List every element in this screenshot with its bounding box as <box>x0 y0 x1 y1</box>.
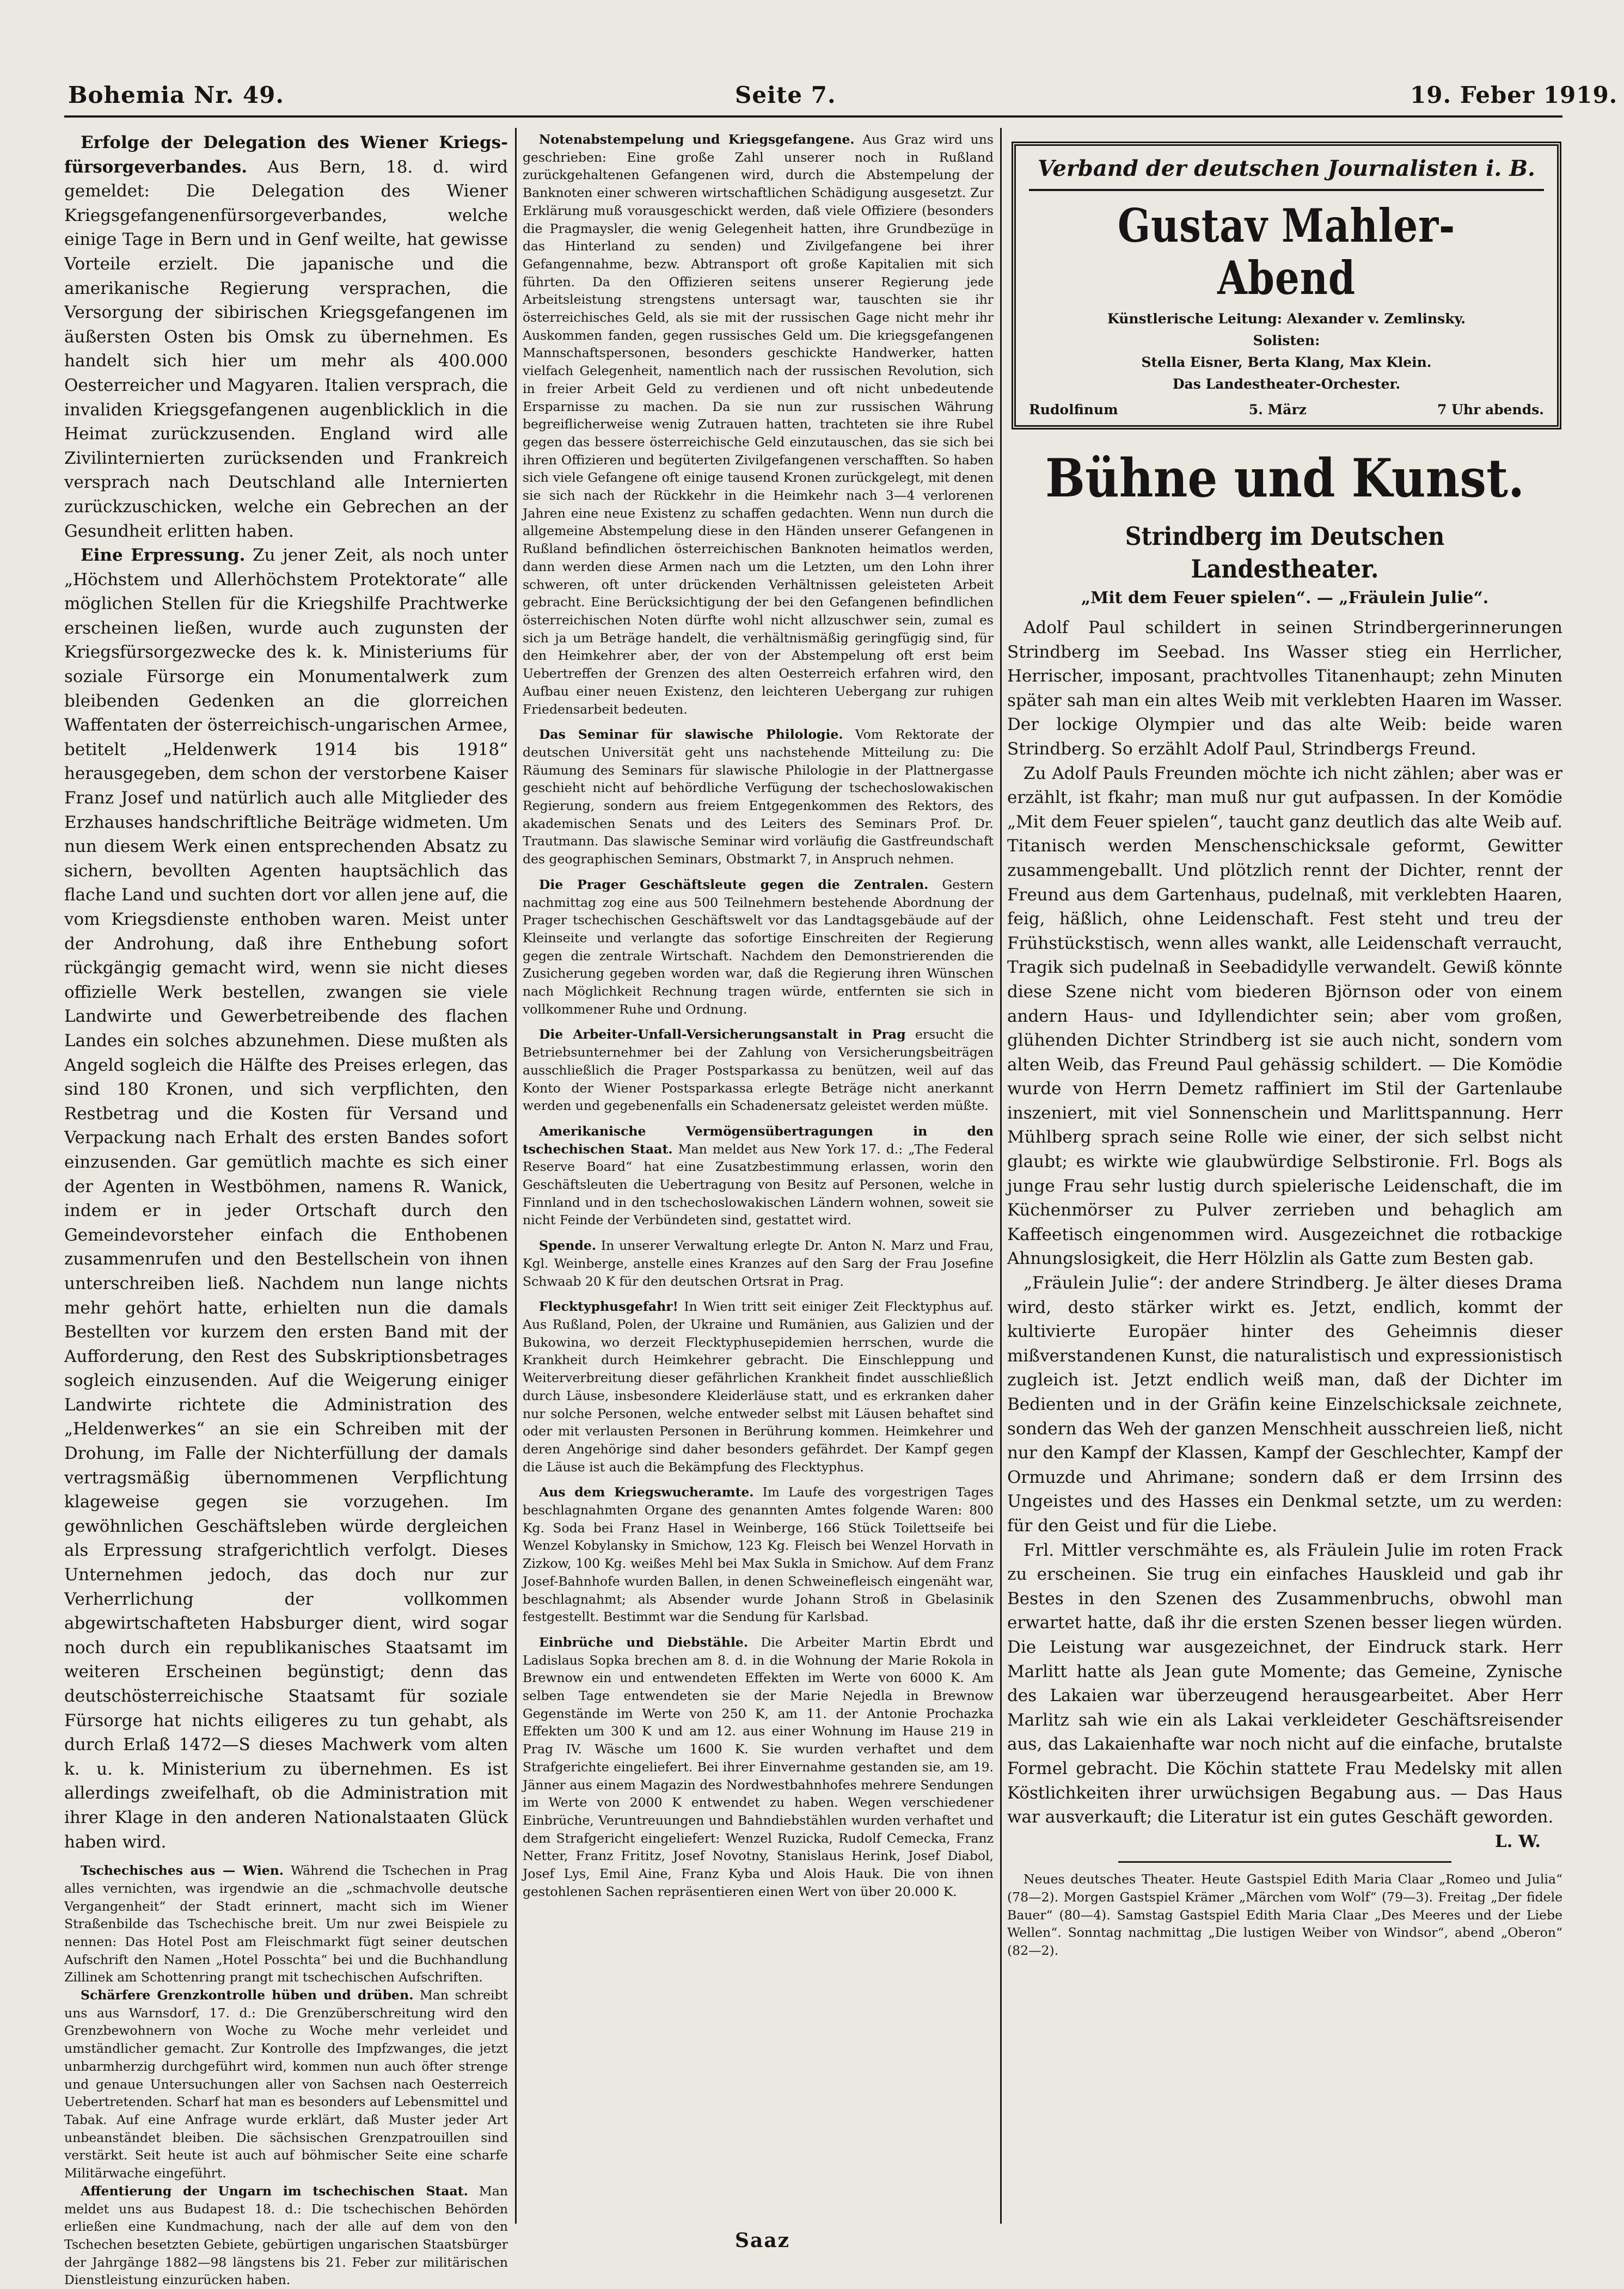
section-subheading: Strindberg im Deutschen Landestheater. <box>1125 521 1445 584</box>
article-headline: Amerikanische Vermögensübertragungen in den tschechischen Staat. <box>523 1123 994 1157</box>
article-delegation <box>64 131 508 543</box>
ad-organizer: Verband der deutschen Journalisten i. B. <box>1029 156 1544 191</box>
article-headline: Das Seminar für slawische Philologie. <box>539 727 843 742</box>
section-heading: Bühne und Kunst. <box>1045 447 1525 509</box>
article-body: Gestern nachmittag zog eine aus 500 Teilnehmern bestehende Abordnung der Prager tschechischen Geschäftswelt vor das Landtagsgebäude auf der Kleinseite und verlangte das sofortige Einschreiten der Regierung gegen die zentrale Wirtschaft. Nachdem den Demonstrierenden die Zusicherung gegeben worden war, daß die Regierung ihren Wünschen nach Möglichkeit Rechnung tragen würde, entfernten sie sich in vollkommener Ruhe und Ordnung. <box>523 876 994 1017</box>
header-issue: Bohemia Nr. 49. <box>68 82 284 108</box>
article-body: In Wien tritt seit einiger Zeit Flecktyphus auf. Aus Rußland, Polen, der Ukraine und Rumänien, aus Galizien und der Bukowina, wo derzeit Flecktyphusepidemien herrschen, wurde die Krankheit durch Heimkehrer gebracht. Die Einschleppung und Weiterverbreitung dieser gefährlichen Krankheit findet ausschließlich durch Läuse, insbesondere Kleiderläuse statt, und es erkranken daher nur solche Personen, welche entweder selbst mit Läusen behaftet sind oder mit verlausten Personen in Berührung kommen. Heimkehrer und deren Angehörige sind daher besonders gefährdet. Der Kampf gegen die Läuse ist auch die Bekämpfung des Flecktyphus. <box>523 1299 994 1475</box>
theater-notice: Neues deutsches Theater. Heute Gastspiel Edith Maria Claar „Romeo und Julia“ (78—2). Morgen Gastspiel Krämer „Märchen vom Wolf“ (79—3). Freitag „Der fidele Bauer“ (80—4). Samstag Gastspiel Edith Maria Claar „Des Meeres und der Liebe Wellen“. Sonntag nachmittag „Die lustigen Weiber von Windsor“, abend „Oberon“ (82—2). <box>1007 1871 1562 1959</box>
article-typhus <box>523 1298 994 1476</box>
ad-venue: Rudolfinum <box>1029 402 1118 418</box>
article-body: Man meldet aus New York 17. d.: „The Federal Reserve Board“ hat eine Zusatzbestimmung erlassen, worin den Geschäftsleuten die Uebertragung von Besitz auf Personen, welche in Finnland und in den tschechoslowakischen Ländern wohnen, soweit sie nicht Feinde der Verbündeten sind, gestattet wird. <box>523 1141 994 1228</box>
section-plays: „Mit dem Feuer spielen“. — „Fräulein Julie“. <box>1081 588 1489 607</box>
article-headline: Notenabstempelung und Kriegsgefangene. <box>539 132 855 147</box>
review-paragraph: Zu Adolf Pauls Freunden möchte ich nicht zählen; aber was er erzählt, ist fkahr; man muß nur gut aufpassen. In der Komödie „Mit dem Feuer spielen“, taucht ganz deutlich das alte Weib auf. Titanisch werden Menschenschicksale geformt, Gewitter zusammengeballt. Und plötzlich rennt der Dichter, rennt der Freund aus dem Gartenhaus, pudelnaß, mit verklebten Haaren, feig, häßlich, ohne Leidenschaft. Fest steht und treu der Frühstückstisch, wenn alles wankt, alle Leidenschaft verraucht, Tragik sich pudelnaß in Seebadidylle verwandelt. Gewiß könnte diese Szene nicht vom biederen Björnson oder von einem andern Haus- und Idyllendichter sein; aber vom großen, glühenden Dichter Strindberg ist sie auch nicht, sondern vom alten Weib, das Freund Paul gehässig schildert. — Die Komödie wurde von Herrn Demetz raffiniert im Stil der Gartenlaube inszeniert, mit viel Sonnenschein und Marlittspannung. Herr Mühlberg sprach seine Rolle wie einer, der sich selbst nicht glaubt; es wirkte wie glaubwürdige Selbstironie. Frl. Bogs als junge Frau sehr lustig durch spielerische Leidenschaft, die im Küchenmörser zu Pulver zerrieben und behaglich am Kaffeetisch eingenommen wird. Ausgezeichnet die rotbackige Ahnungslosigkeit, die Herr Hölzlin als Gatte zum Besten gab. <box>1007 763 1562 1269</box>
review-paragraph: „Fräulein Julie“: der andere Strindberg. Je älter dieses Drama wird, desto stärker wirkt es. Jetzt, endlich, kommt der kultivierte Europäer hinter des Geheimnis dieser mißverstandenen Kunst, die naturalistisch und expressionistisch zugleich ist. Jetzt endlich weiß man, daß der Dichter im Bedienten und in der Gräfin keine Einzelschicksale zeichnete, sondern das Weh der ganzen Menschheit ausschreien ließ, nicht nur den Kampf der Klassen, Kampf der Geschlechter, Kampf der Ormuzde und Ahrimane; sondern daß er dem Irrsinn des Ungeistes und des Hasses ein Denkmal setzte, um zu werden: für den Geist und für die Liebe. <box>1007 1273 1562 1536</box>
article-body: Aus Graz wird uns geschrieben: Eine große Zahl unserer noch in Rußland zurückgehaltenen Gefangenen wird, durch die Abstempelung der Banknoten einer schweren wirtschaftlichen Schädigung ausgesetzt. Zur Erklärung muß vorausgeschickt werden, daß viele Offiziere (besonders die Pragmaysler, die wenig Gelegenheit hatten, ihre Grundbezüge in das Hinterland zu senden) und Zivilgefangene bei ihrer Gefangennahme, bezw. Abtransport oft große Kapitalien mit sich führten. Da den Offizieren seitens unserer Regierung jede Arbeitsleistung strengstens untersagt war, tauschten sie ihr österreichisches Geld, als sie mit der russischen Gage nicht mehr ihr Auskommen fanden, gegen russisches Geld um. Die kriegsgefangenen Mannschaftspersonen, besonders geschickte Handwerker, hatten vielfach Gelegenheit, namentlich nach der russischen Revolution, sich in freier Arbeit Geld zu verdienen und oft nicht unbedeutende Ersparnisse zu machen. Da sie nun zur russischen Währung begreiflicherweise wenig Zutrauen hatten, trachteten sie ihre Rubel gegen das bessere österreichische Geld einzutauschen, das sie sich bei ihren Offizieren und begüterten Zivilgefangenen verschafften. So haben sich viele Gefangene oft einige tausend Kronen zurückgelegt, mit denen sie sich nach der Rückkehr in die Heimkehr nach 3—4 verlorenen Jahren eine neue Existenz zu schaffen gedachten. Wenn nun durch die allgemeine Abstempelung diese in den Händen unserer Gefangenen in Rußland befindlichen österreichischen Banknoten heimatlos werden, dann werden diese Armen nach um die Letzten, um den Lohn ihrer schweren, oft unter drückenden Verhältnissen geleisteten Arbeit gebracht. Eine Berücksichtigung der bei den Gefangenen befindlichen österreichischen Noten dürfte wohl nicht allzuschwer sein, zumal es sich ja um Beträge handelt, die verhältnismäßig geringfügig sind, für den Heimkehrer aber, der von der Abstempelung oft erst beim Uebertreffen der Grenzen des alten Oesterreich erfahren wird, den Aufbau einer neuen Existenz, den leichteren Uebergang zur ruhigen Friedensarbeit bedeuten. <box>523 132 994 717</box>
article-body: Während die Tschechen in Prag alles vernichten, was irgendwie an die „schmachvolle deutsche Vergangenheit“ der Stadt erinnert, macht sich im Wiener Straßenbilde das Tschechische breit. Um nur zwei Beispiele zu nennen: Das Hotel Post am Fleischmarkt fügt seiner deutschen Aufschrift den Namen „Hotel Posschta“ bei und die Buchhandlung Zillinek am Schottenring prangt mit tschechischen Aufschriften. <box>64 1863 508 1985</box>
ad-date: 5. März <box>1248 402 1307 418</box>
concert-advertisement <box>1012 142 1561 429</box>
column-middle <box>523 131 994 2226</box>
header-rule <box>64 115 1562 118</box>
header-page-number: Seite 7. <box>735 82 836 108</box>
article-czech-vienna <box>64 1862 508 1986</box>
ad-orchestra: Das Landestheater-Orchester. <box>1172 376 1401 392</box>
ad-venue-row <box>1029 402 1544 418</box>
article-donation <box>523 1237 994 1290</box>
ad-direction: Künstlerische Leitung: Alexander v. Zemlinsky. <box>1107 311 1466 327</box>
footer-mark: Saaz <box>735 2229 790 2252</box>
column-right <box>1007 131 1562 2036</box>
article-headline: Erfolge der Delegation des Wiener Kriegsfürsorgeverbandes. <box>64 133 508 177</box>
column-rule-2 <box>1000 128 1002 2224</box>
article-hungarians <box>64 2182 508 2289</box>
ad-soloists: Stella Eisner, Berta Klang, Max Klein. <box>1141 354 1432 370</box>
ad-soloists-label: Solisten: <box>1253 333 1320 348</box>
ad-title: Gustav Mahler-Abend <box>1117 199 1456 305</box>
column-left <box>64 131 508 2288</box>
article-body: Zu jener Zeit, als noch unter „Höchstem und Allerhöchstem Protektorate“ alle möglichen Stellen für die Kriegshilfe Prachtwerke erscheinen ließen, wurde auch zugunsten der Kriegsfürsorgezwecke des k. k. Ministeriums für soziale Fürsorge ein Monumentalwerk zum bleibenden Gedenken an die glorreichen Waffentaten der österreichisch-ungarischen Armee, betitelt „Heldenwerk 1914 bis 1918“ herausgegeben, dem schon der verstorbene Kaiser Franz Josef und natürlich auch alle Mitglieder des Erzhauses handschriftliche Beiträge widmeten. Um nun diesem Werk einen entsprechenden Absatz zu sichern, bevollten Agenten hauptsächlich das flache Land und suchten dort vor allen jene auf, die vom Kriegsdienste enthoben waren. Meist unter der Androhung, daß ihre Enthebung sofort rückgängig gemacht wird, wenn sie nicht dieses offizielle Werk bestellen, zwangen sie viele Landwirte und Gewerbetreibende des flachen Landes ein solches abzunehmen. Diese mußten als Angeld sogleich die Hälfte des Preises erlegen, das sind 180 Kronen, und sich verpflichten, den Restbetrag und die Kosten für Versand und Verpackung nach Erhalt des ersten Bandes sofort einzusenden. Gar gemütlich machte es sich einer der Agenten in Westböhmen, namens R. Wanick, indem er in jeder Ortschaft durch den Gemeindevorsteher einfach die Enthobenen zusammenrufen und den Bestellschein von ihnen unterschreiben ließ. Nachdem nun lange nichts mehr gehört hatte, erhielten nun die damals Bestellten vor kurzem den ersten Band mit der Aufforderung, den Rest des Subskriptionsbetrages sogleich einzusenden. Auf die Weigerung einiger Landwirte richtete die Administration des „Heldenwerkes“ an sie ein Schreiben mit der Drohung, im Falle der Nichterfüllung der damals vertragsmäßig übernommenen Verpflichtung klageweise gegen sie vorzugehen. Im gewöhnlichen Geschäftsleben würde dergleichen als Erpressung strafgerichtlich verfolgt. Dieses Unternehmen jedoch, das doch nur zur Verherrlichung der vollkommen abgewirtschafteten Habsburger dient, wird sogar noch durch ein republikanisches Staatsamt im weiteren Erscheinen begünstigt; denn das deutschösterreichische Staatsamt für soziale Fürsorge hat nichts eiligeres zu tun gehabt, als durch Erlaß 1472—S dieses Machwerk vom alten k. u. k. Ministerium zu übernehmen. Es ist allerdings zweifelhaft, ob die Administration mit ihrer Klage in den anderen Nationalstaaten Glück haben wird. <box>64 545 508 1852</box>
article-body: ersucht die Betriebsunternehmer bei der Zahlung von Versicherungsbeiträgen ausschließlich die Prager Postsparkassa zu benützen, weil auf das Konto der Wiener Postsparkassa erlegte Beträge nicht anerkannt werden und gegebenenfalls ein Schadenersatz geleistet werden müßte. <box>523 1027 994 1114</box>
article-border-control <box>64 1986 508 2182</box>
article-seminar <box>523 726 994 868</box>
article-body: Aus Bern, 18. d. wird gemeldet: Die Delegation des Wiener Kriegsgefangenenfürsorgeverbandes, welche einige Tage in Bern und in Genf weilte, hat gewisse Vorteile erzielt. Die japanische und die amerikanische Regierung versprachen, die Versorgung der sibirischen Kriegsgefangenen im äußersten Osten bis Omsk zu übernehmen. Es handelt sich hier um mehr als 400.000 Oesterreicher und Magyaren. Italien versprach, die invaliden Kriegsgefangenen augenblicklich in die Heimat zurückzusenden. England wird alle Zivilinternierten zurücksenden und Frankreich versprach nach Deutschland alle Internierten zurückzuschicken, welche ein Gebrechen an der Gesundheit erlitten haben. <box>64 157 508 541</box>
review-signature-row <box>1007 1830 1562 1854</box>
article-american-transfers <box>523 1122 994 1229</box>
column-rule-1 <box>515 128 517 2224</box>
article-headline: Affentierung der Ungarn im tschechischen Staat. <box>81 2183 468 2199</box>
article-headline: Eine Erpressung. <box>81 545 246 566</box>
article-headline: Die Arbeiter-Unfall-Versicherungsanstalt in Prag <box>539 1027 906 1042</box>
section-divider <box>1118 1861 1451 1863</box>
article-headline: Die Prager Geschäftsleute gegen die Zentralen. <box>539 876 929 892</box>
article-body: In unserer Verwaltung erlegte Dr. Anton N. Marz und Frau, Kgl. Weinberge, anstelle eines Kranzes auf den Sarg der Frau Josefine Schwaab 20 K für den deutschen Ortsrat in Prag. <box>523 1238 994 1289</box>
article-extortion <box>64 543 508 1854</box>
article-headline: Spende. <box>539 1238 597 1254</box>
article-headline: Flecktyphusgefahr! <box>539 1299 678 1315</box>
article-headline: Aus dem Kriegswucheramte. <box>539 1484 754 1500</box>
article-burglaries <box>523 1634 994 1901</box>
review-paragraph: Adolf Paul schildert in seinen Strindbergerinnerungen Strindberg im Seebad. Ins Wasser stieg ein Herrlicher, Herrischer, imposant, prachtvolles Titanenhaupt; zehn Minuten später sah man ein altes Weib mit verklebten Haaren im Wasser. Der lockige Olympier und das alte Weib: beide waren Strindberg. So erzählt Adolf Paul, Strindbergs Freund. <box>1007 618 1562 759</box>
ad-time: 7 Uhr abends. <box>1437 402 1544 418</box>
article-notes-prisoners <box>523 131 994 718</box>
article-headline: Tschechisches aus — Wien. <box>81 1863 284 1879</box>
review-paragraph: Frl. Mittler verschmähte es, als Fräulein Julie im roten Frack zu erscheinen. Sie trug ein einfaches Hauskleid und gab ihr Bestes in den Szenen des Zusammenbruchs, obwohl man erwartet hatte, daß ihr die ersten Szenen besser liegen würden. Die Leistung war ausgezeichnet, der Eindruck stark. Herr Marlitt hatte als Jean gute Momente; das Gemeine, Zynische des Lakaien war überzeugend herausgearbeitet. Aber Herr Marlitz sah wie ein als Lakai verkleideter Geschäftsreisender aus, das Lakaienhafte war noch nicht auf die einfache, brutalste Formel gebracht. Die Köchin stattete Frau Medelsky mit allen Köstlichkeiten ihrer urwüchsigen Begabung aus. — Das Haus war ausverkauft; die Literatur ist ein gutes Geschäft geworden. <box>1007 1540 1562 1827</box>
article-usury-office <box>523 1483 994 1626</box>
article-body: Die Arbeiter Martin Ebrdt und Ladislaus Sopka brechen am 8. d. in die Wohnung der Marie Rokola in Brewnow ein und entwendeten Effekten im Werte von 6000 K. Am selben Tage entwendeten sie der Marie Nejedla in Brewnow Gegenstände im Werte von 250 K, am 11. der Antonie Prochazka Effekten um 300 K und am 12. aus einer Wohnung im Hause 219 in Prag IV. Wäsche um 1600 K. Sie wurden verhaftet und dem Strafgerichte eingeliefert. Bei ihrer Einvernahme gestanden sie, am 19. Jänner aus einem Magazin des Nordwestbahnhofes mehrere Sendungen im Werte von 2000 K entwendet zu haben. Wegen verschiedener Einbrüche, Veruntreuungen und Bahndiebstählen wurden verhaftet und dem Strafgericht eingeliefert: Wenzel Ruzicka, Rudolf Cemecka, Franz Netter, Franz Frititz, Josef Novotny, Stanislaus Herink, Josef Diabol, Josef Lys, Emil Aine, Franz Kyba und Alois Hauk. Die von ihnen gestohlenen Sachen repräsentieren einen Wert von über 20.000 K. <box>523 1634 994 1899</box>
article-body: Vom Rektorate der deutschen Universität geht uns nachstehende Mitteilung zu: Die Räumung des Seminars für slawische Philologie in der Plattnergasse geschieht nicht auf behördliche Verfügung der tschechoslowakischen Regierung, sondern aus freiem Entgegenkommen des Rektors, des akademischen Senats und des Leiters des Seminars Prof. Dr. Trautmann. Das slawische Seminar wird vorläufig die Gastfreundschaft des geographischen Seminars, Obstmarkt 7, in Anspruch nehmen. <box>523 727 994 867</box>
article-headline: Einbrüche und Diebstähle. <box>539 1634 749 1650</box>
article-insurance <box>523 1026 994 1115</box>
header-date: 19. Feber 1919. <box>1410 82 1618 108</box>
article-headline: Schärfere Grenzkontrolle hüben und drüben. <box>81 1987 414 2003</box>
article-body: Man schreibt uns aus Warnsdorf, 17. d.: Die Grenzüberschreitung wird den Grenzbewohnern von Woche zu Woche mehr verleidet und umständlicher gemacht. Zur Kontrolle des Impfzwanges, die jetzt unbarmherzig durchgeführt wird, kommen nun auch öfter strenge und genaue Untersuchungen aller von Sachsen nach Oesterreich Uebertretenden. Scharf hat man es besonders auf Lebensmittel und Tabak. Auf eine Anfrage wurde erklärt, daß Muster jeder Art unbeanständet bleiben. Die sächsischen Grenzpatrouillen sind verstärkt. Seit heute ist auch auf böhmischer Seite eine scharfe Militärwache eingeführt. <box>64 1987 508 2181</box>
article-merchants <box>523 876 994 1018</box>
review-signature: L. W. <box>1494 1831 1541 1851</box>
article-body: Im Laufe des vorgestrigen Tages beschlagnahmten Organe des genannten Amtes folgende Waren: 800 Kg. Soda bei Franz Hasel in Weinberge, 166 Stück Toilettseife bei Wenzel Kobylansky in Smichow, 123 Kg. Fleisch bei Wenzel Horvath in Zizkow, 100 Kg. weißes Mehl bei Max Sukla in Smichow. Auf dem Franz Josef-Bahnhofe wurden Ballen, in denen Schweinefleisch eingenäht war, beschlagnahmt; als Absender wurde Johann Stroß in Gbelasinik festgestellt. Bestimmt war die Sendung für Karlsbad. <box>523 1484 994 1625</box>
article-body: Man meldet uns aus Budapest 18. d.: Die tschechischen Behörden erließen eine Kundmachung, nach der alle auf dem von den Tschechen besetzten Gebiete, gebürtigen ungarischen Staatsbürger der Jahrgänge 1882—98 längstens bis 21. Feber zur militärischen Dienstleistung einzurücken haben. <box>64 2183 508 2288</box>
